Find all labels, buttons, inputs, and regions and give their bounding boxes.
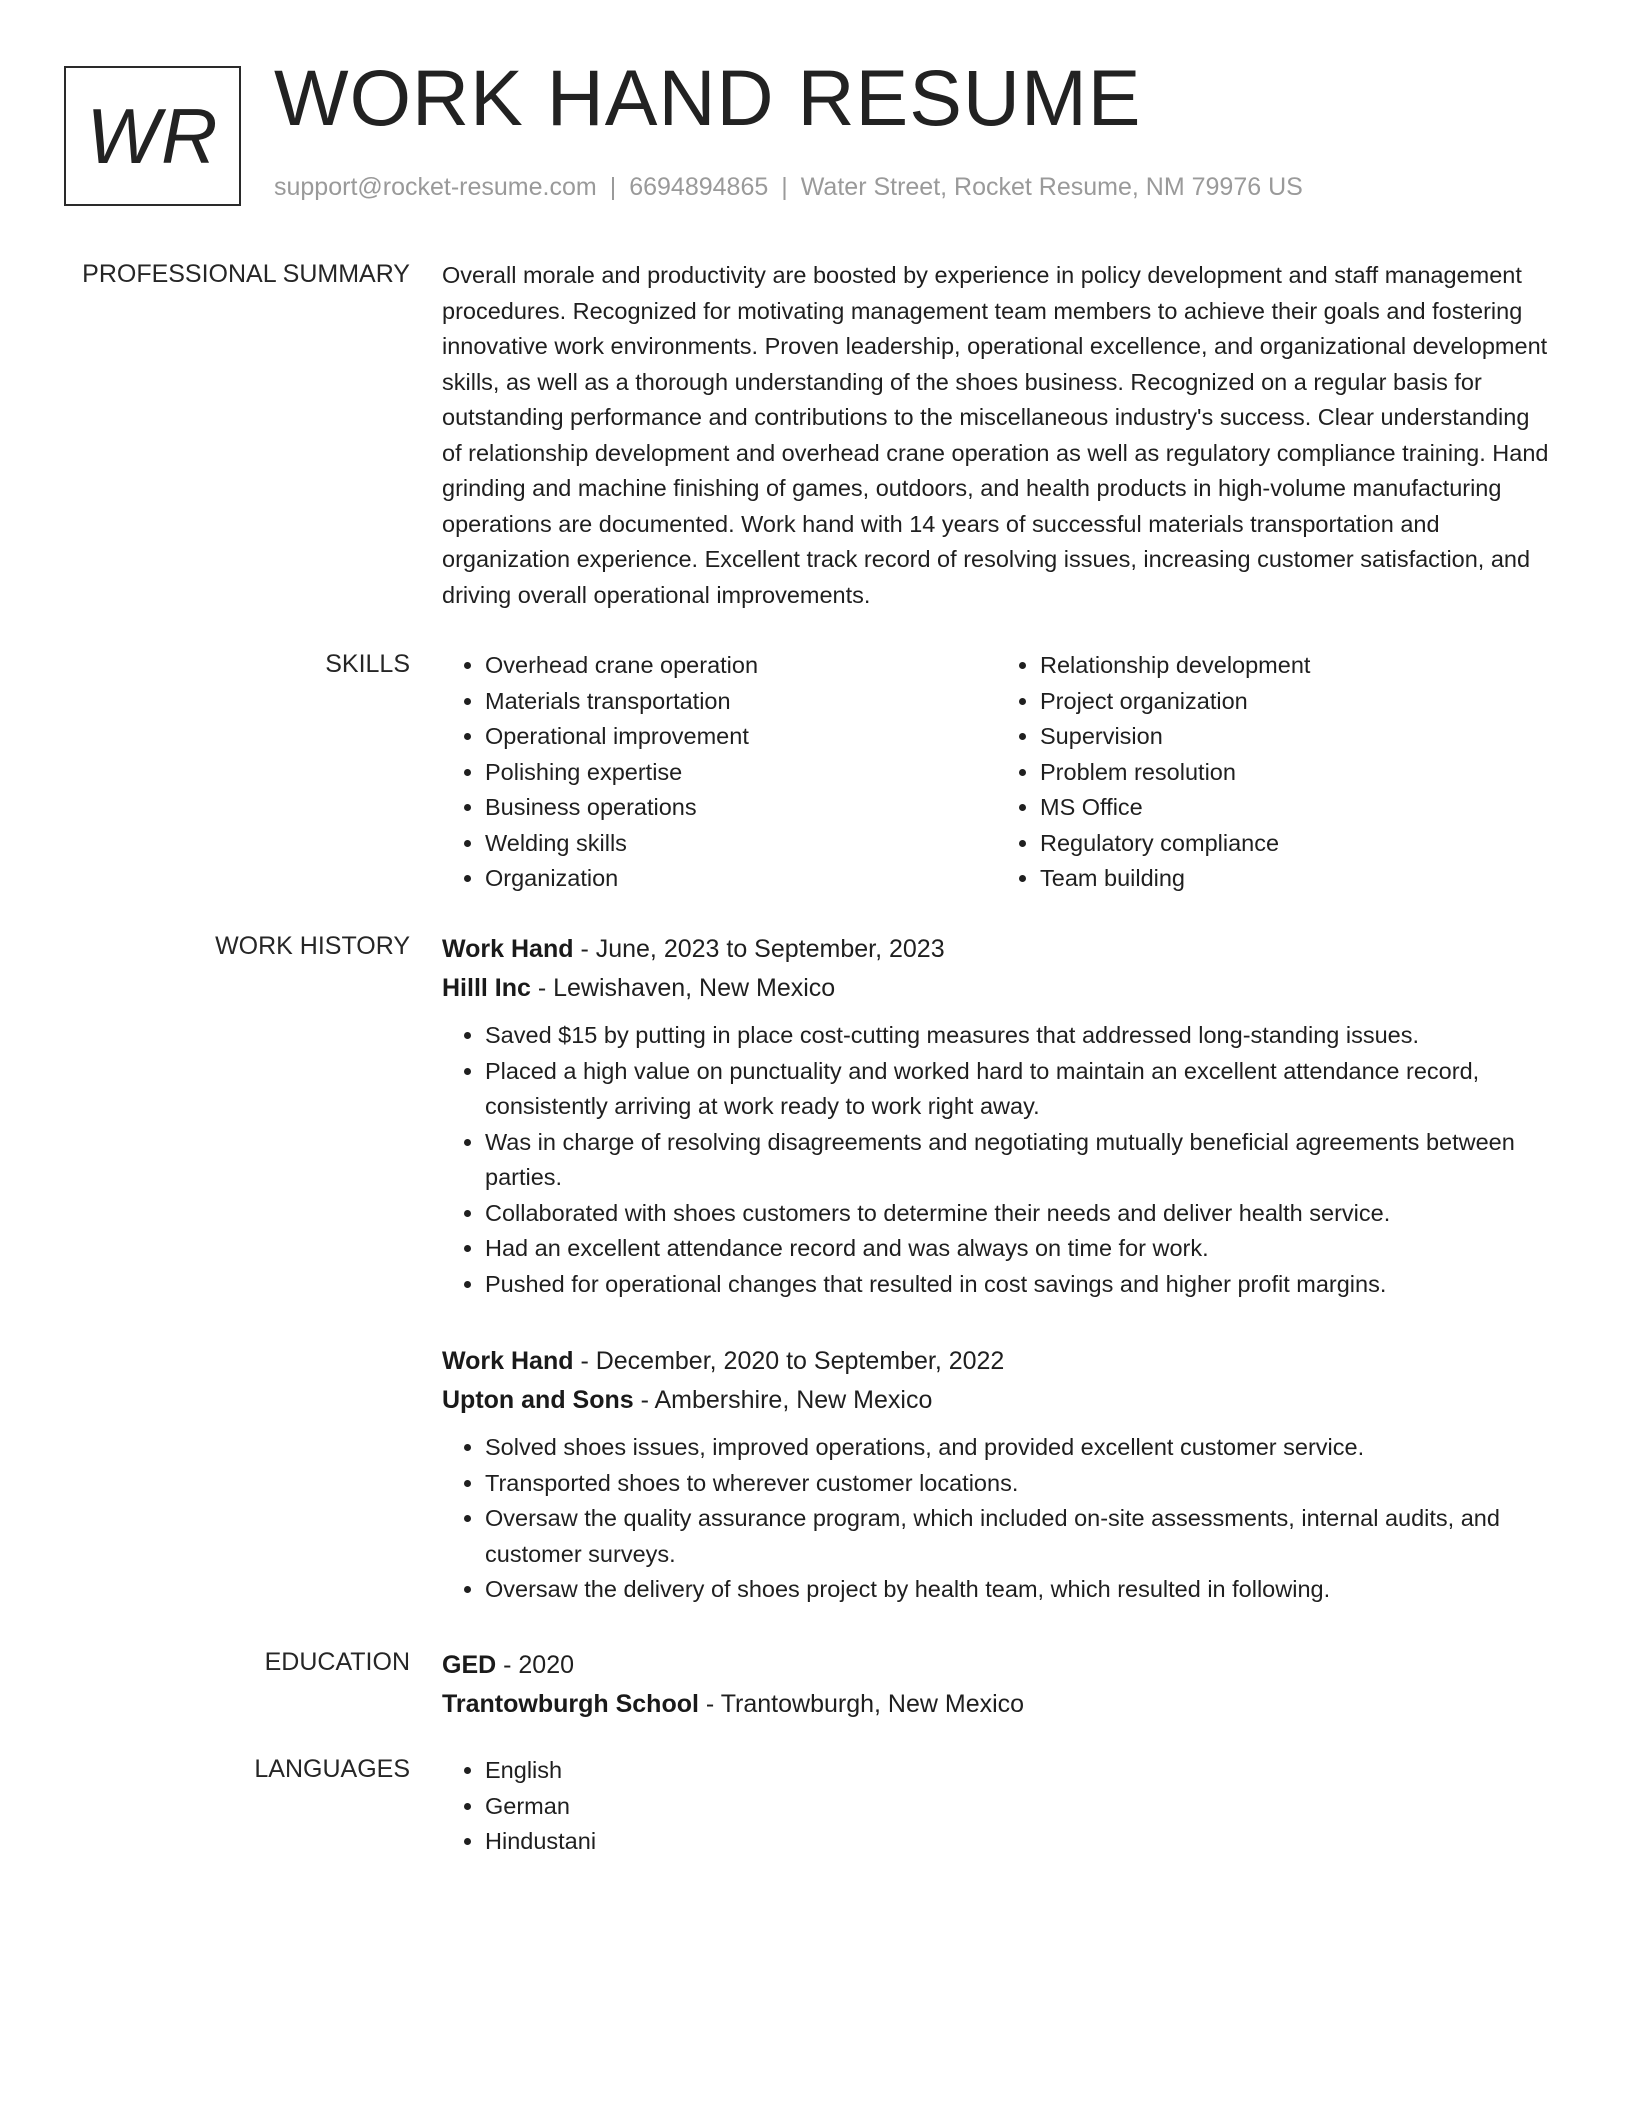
monogram-logo [64, 66, 241, 206]
job-title: Work Hand [442, 1347, 574, 1375]
skill-item: • Problem resolution [1040, 755, 1552, 791]
education-year: - 2020 [496, 1651, 575, 1679]
job-bullet: • Pushed for operational changes that resulted in cost savings and higher profit margins. [485, 1267, 1552, 1303]
job-bullet: • Oversaw the quality assurance program, which included on-site assessments, internal audits, and customer surveys. [485, 1501, 1552, 1572]
job-title-line [442, 930, 1552, 969]
job-bullet-list [442, 1430, 1552, 1608]
education-degree-line [442, 1646, 1552, 1685]
contact-address: Water Street, Rocket Resume, NM 79976 US [800, 173, 1303, 201]
education-location: - Trantowburgh, New Mexico [698, 1690, 1025, 1718]
job-bullet: • Oversaw the delivery of shoes project by health team, which resulted in following. [485, 1572, 1552, 1608]
contact-separator: | [609, 173, 617, 201]
skills-list-left [442, 648, 997, 897]
resume-title: WORK HAND RESUME [274, 53, 1142, 142]
job-bullet: • Collaborated with shoes customers to determine their needs and deliver health service. [485, 1196, 1552, 1232]
skill-item: • Team building [1040, 861, 1552, 897]
language-item: • Hindustani [485, 1824, 1552, 1860]
skill-item: • Project organization [1040, 684, 1552, 720]
job-bullet: • Had an excellent attendance record and was always on time for work. [485, 1231, 1552, 1267]
job-bullet-list [442, 1018, 1552, 1302]
skills-body [442, 648, 1552, 897]
summary-body [442, 258, 1552, 613]
job-entry [442, 1342, 1552, 1608]
job-bullet: • Transported shoes to wherever customer locations. [485, 1466, 1552, 1502]
languages-list [442, 1753, 1552, 1860]
skill-item: • Materials transportation [485, 684, 997, 720]
contact-phone: 6694894865 [629, 173, 769, 201]
job-title: Work Hand [442, 935, 574, 963]
skill-item: • MS Office [1040, 790, 1552, 826]
skill-item: • Supervision [1040, 719, 1552, 755]
work-history-heading: WORK HISTORY [215, 932, 410, 960]
language-item: • German [485, 1789, 1552, 1825]
work-history-body [442, 930, 1552, 1608]
monogram-initials: WR [86, 92, 219, 180]
skill-item: • Welding skills [485, 826, 997, 862]
job-bullet: • Placed a high value on punctuality and worked hard to maintain an excellent attendance record, consistently arriving at work ready to work right away. [485, 1054, 1552, 1125]
skill-item: • Business operations [485, 790, 997, 826]
job-bullet: • Saved $15 by putting in place cost-cutting measures that addressed long-standing issues. [485, 1018, 1552, 1054]
languages-heading: LANGUAGES [254, 1755, 410, 1783]
education-degree: GED [442, 1651, 497, 1679]
skill-item: • Polishing expertise [485, 755, 997, 791]
summary-heading: PROFESSIONAL SUMMARY [82, 260, 410, 288]
contact-line [274, 175, 1303, 200]
job-location: - Ambershire, New Mexico [633, 1386, 933, 1414]
languages-body [442, 1753, 1552, 1860]
skill-item: • Regulatory compliance [1040, 826, 1552, 862]
job-dates: - June, 2023 to September, 2023 [573, 935, 945, 963]
job-org-line [442, 1381, 1552, 1420]
job-bullet: • Was in charge of resolving disagreements and negotiating mutually beneficial agreements between parties. [485, 1125, 1552, 1196]
job-location: - Lewishaven, New Mexico [530, 974, 836, 1002]
education-school: Trantowburgh School [442, 1690, 699, 1718]
job-org-line [442, 969, 1552, 1008]
education-school-line [442, 1685, 1552, 1724]
skills-list-right [997, 648, 1552, 897]
skill-item: • Operational improvement [485, 719, 997, 755]
education-body [442, 1646, 1552, 1724]
contact-separator: | [781, 173, 788, 201]
job-entry [442, 930, 1552, 1302]
job-company: Upton and Sons [442, 1386, 634, 1414]
contact-email: support@rocket-resume.com [274, 173, 597, 201]
job-title-line [442, 1342, 1552, 1381]
skills-heading: SKILLS [325, 650, 410, 678]
job-company: Hilll Inc [442, 974, 531, 1002]
language-item: • English [485, 1753, 1552, 1789]
skill-item: • Relationship development [1040, 648, 1552, 684]
skill-item: • Organization [485, 861, 997, 897]
education-heading: EDUCATION [264, 1648, 410, 1676]
summary-text: Overall morale and productivity are boosted by experience in policy development and staff management procedures. Recognized for motivating management team members to achieve their goals and fostering innovative work environments. Proven leadership, operational excellence, and organizational development skills, as well as a thorough understanding of the shoes business. Recognized on a regular basis for outstanding performance and contributions to the miscellaneous industry's success. Clear understanding of relationship development and overhead crane operation as well as regulatory compliance training. Hand grinding and machine finishing of games, outdoors, and health products in high-volume manufacturing operations are documented. Work hand with 14 years of successful materials transportation and organization experience. Excellent track record of resolving issues, increasing customer satisfaction, and driving overall operational improvements. [442, 262, 1549, 608]
skill-item: • Overhead crane operation [485, 648, 997, 684]
job-bullet: • Solved shoes issues, improved operations, and provided excellent customer service. [485, 1430, 1552, 1466]
job-dates: - December, 2020 to September, 2022 [573, 1347, 1005, 1375]
